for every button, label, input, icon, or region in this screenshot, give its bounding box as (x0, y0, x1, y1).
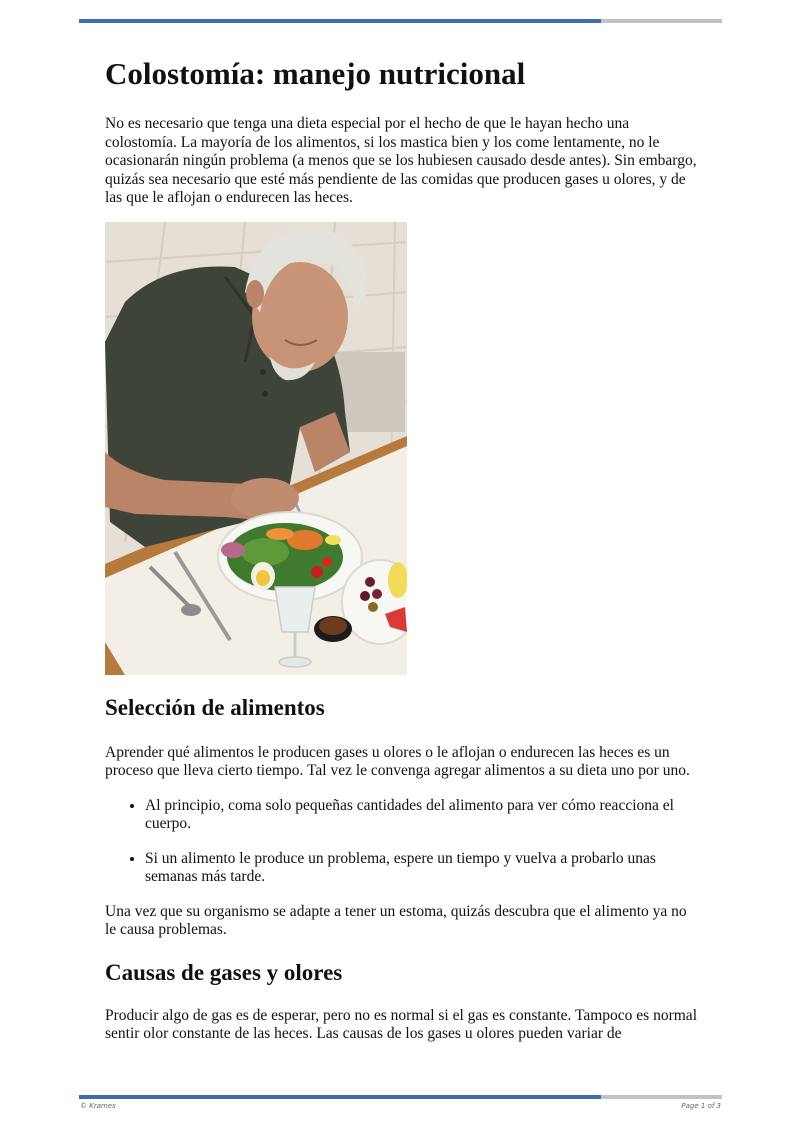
section-heading-gases: Causas de gases y olores (105, 959, 343, 985)
man-eating-salad-photo (105, 222, 407, 675)
bullet-item: • Si un alimento le produce un problema, espere un tiempo y vuelva a probarlo unas semanas más tarde. (145, 850, 697, 887)
gases-paragraph: Producir algo de gas es de esperar, pero no es normal si el gas es constante. Tampoco es normal sentir olor constante de las heces. Las causas de los gases u olores pueden variar de (105, 1006, 697, 1042)
seleccion-closing-paragraph: Una vez que su organismo se adapte a tener un estoma, quizás descubra que el alimento ya no le causa problemas. (105, 902, 687, 938)
bullet-item: • Al principio, coma solo pequeñas cantidades del alimento para ver cómo reacciona el cuerpo. (145, 797, 697, 834)
footer-page-number: Page 1 of 3 (681, 1102, 721, 1110)
footer-rule-gray (601, 1095, 722, 1099)
intro-paragraph: No es necesario que tenga una dieta especial por el hecho de que le hayan hecho una colostomía. La mayoría de los alimentos, si los mastica bien y los come lentamente, no le ocasionarán ningún problema (a menos que se los hubiesen causado desde antes). Sin embargo, quizás sea necesario que esté más pendiente de las comidas que producen gases u olores, y de las que le aflojan o endurecen las heces. (105, 115, 697, 206)
page-title: Colostomía: manejo nutricional (105, 56, 526, 91)
footer-copyright: © Krames (80, 1102, 116, 1110)
seleccion-paragraph: Aprender qué alimentos le producen gases u olores o le aflojan o endurecen las heces es un proceso que lleva cierto tiempo. Tal vez le convenga agregar alimentos a su dieta uno por uno. (105, 743, 690, 779)
header-rule (79, 19, 722, 23)
footer-rule-accent (79, 1095, 601, 1099)
footer-rule (79, 1095, 722, 1099)
header-rule-gray (601, 19, 722, 23)
seleccion-bullet-list (105, 797, 697, 887)
header-rule-accent (79, 19, 601, 23)
section-heading-seleccion: Selección de alimentos (105, 694, 325, 720)
document-body (105, 54, 697, 1044)
